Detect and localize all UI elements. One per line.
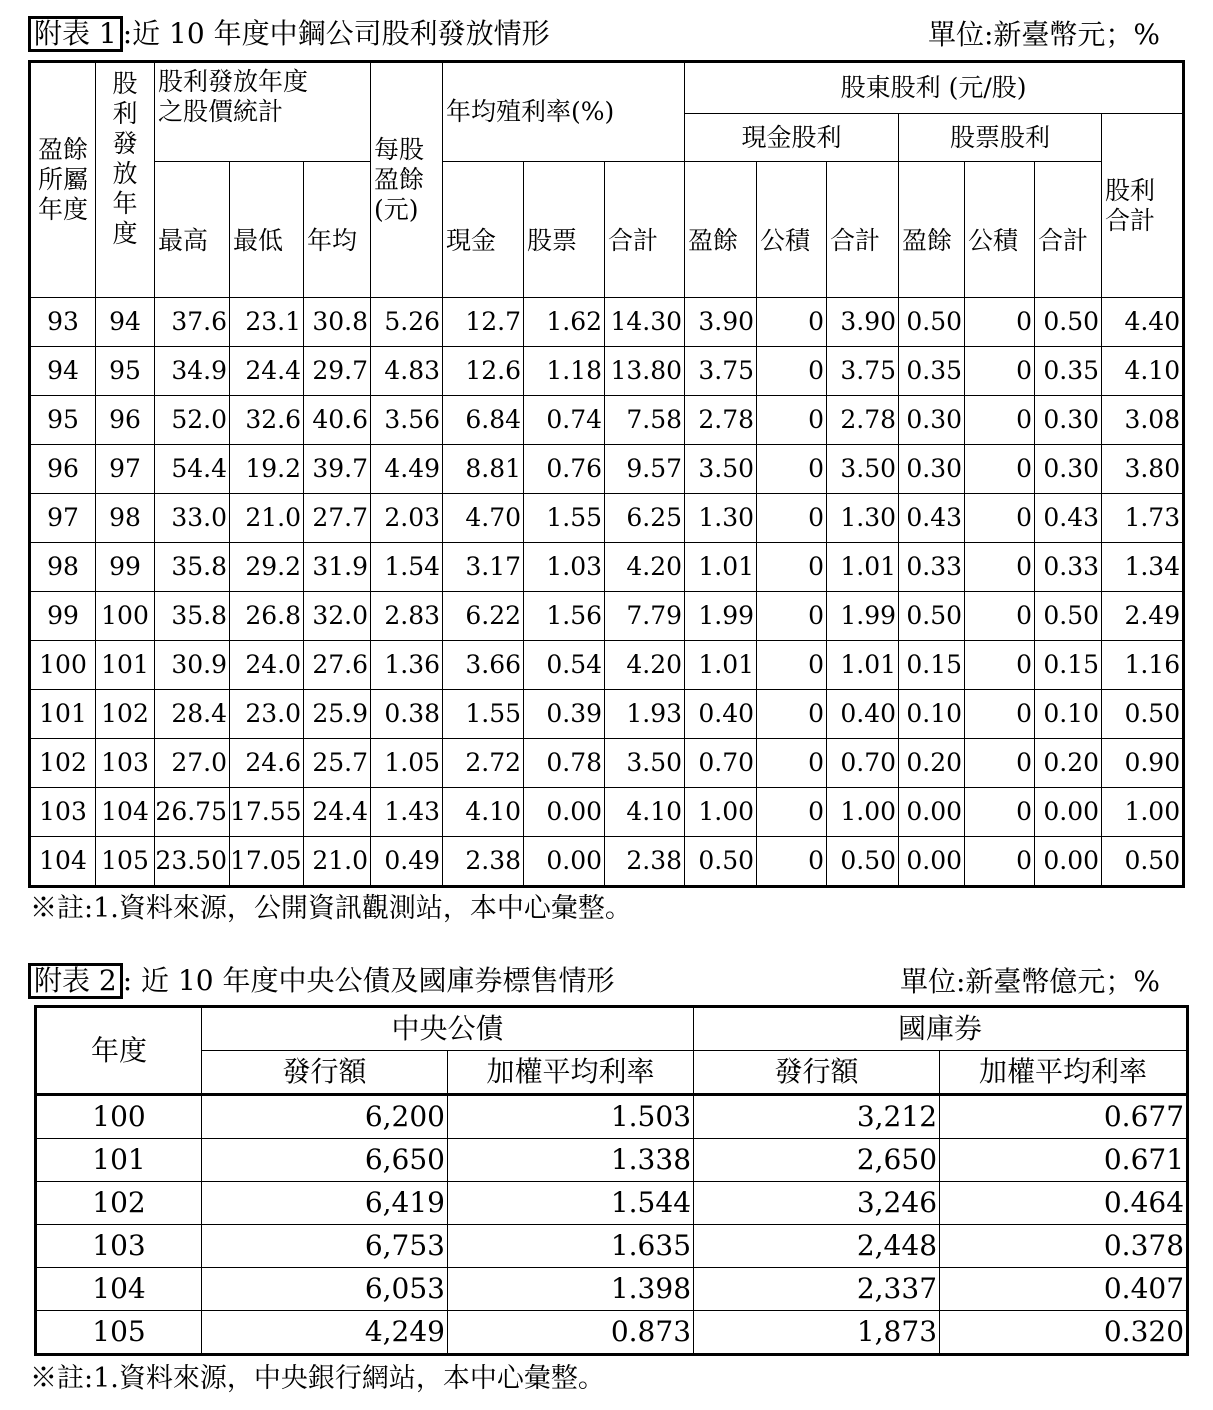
table-cell: 31.9	[304, 543, 371, 592]
table-cell: 0	[965, 641, 1035, 690]
table-cell: 28.4	[155, 690, 230, 739]
table-row	[36, 1095, 1188, 1139]
header-bills-rate: 加權平均利率	[940, 1051, 1188, 1095]
table-cell: 1.62	[524, 298, 605, 347]
table-row	[30, 690, 1184, 739]
table-row	[30, 347, 1184, 396]
table-cell: 26.8	[230, 592, 304, 641]
table-cell: 1.99	[827, 592, 899, 641]
header-stock-subtotal: 合計	[1035, 162, 1102, 298]
table-row	[30, 641, 1184, 690]
table-cell: 1.54	[371, 543, 443, 592]
table-cell: 0.10	[899, 690, 965, 739]
table-row	[36, 1182, 1188, 1225]
table-cell: 17.55	[230, 788, 304, 837]
table2-title: : 近 10 年度中央公債及國庫券標售情形	[122, 964, 615, 997]
table-cell: 12.6	[443, 347, 524, 396]
header-bills-issue: 發行額	[694, 1051, 940, 1095]
table-cell: 29.7	[304, 347, 371, 396]
table-cell: 2.78	[827, 396, 899, 445]
table-cell: 1.18	[524, 347, 605, 396]
table-cell: 1.01	[827, 641, 899, 690]
table-cell: 0.70	[685, 739, 757, 788]
table-cell: 3.90	[827, 298, 899, 347]
table-cell: 1.398	[448, 1268, 694, 1311]
table-cell: 1.93	[605, 690, 685, 739]
table-cell: 0.677	[940, 1095, 1188, 1139]
table-cell: 102	[96, 690, 155, 739]
table-cell: 101	[36, 1139, 202, 1182]
table-cell: 2.03	[371, 494, 443, 543]
table-cell: 0.90	[1102, 739, 1184, 788]
table-cell: 52.0	[155, 396, 230, 445]
table-cell: 1.635	[448, 1225, 694, 1268]
table-cell: 1.73	[1102, 494, 1184, 543]
table-cell: 1,873	[694, 1311, 940, 1355]
header-cash-dividend: 現金股利	[685, 114, 899, 162]
table-cell: 30.9	[155, 641, 230, 690]
table-cell: 103	[96, 739, 155, 788]
table-row	[30, 837, 1184, 887]
table-cell: 2.72	[443, 739, 524, 788]
table-cell: 0.30	[1035, 445, 1102, 494]
table-cell: 99	[30, 592, 96, 641]
table-cell: 2,337	[694, 1268, 940, 1311]
table-cell: 0	[757, 298, 827, 347]
header-year: 年度	[36, 1007, 202, 1095]
table-cell: 0.30	[899, 396, 965, 445]
table-cell: 21.0	[304, 837, 371, 887]
table-row	[36, 1225, 1188, 1268]
table-cell: 6,650	[202, 1139, 448, 1182]
table-cell: 1.01	[685, 641, 757, 690]
table-cell: 2.38	[605, 837, 685, 887]
table-cell: 0.378	[940, 1225, 1188, 1268]
table-cell: 54.4	[155, 445, 230, 494]
table-cell: 94	[96, 298, 155, 347]
table-cell: 0.40	[685, 690, 757, 739]
table-cell: 24.4	[304, 788, 371, 837]
table-cell: 32.0	[304, 592, 371, 641]
table-cell: 4,249	[202, 1311, 448, 1355]
table-cell: 5.26	[371, 298, 443, 347]
table-cell: 6.25	[605, 494, 685, 543]
table-cell: 3,246	[694, 1182, 940, 1225]
table-cell: 0.00	[899, 837, 965, 887]
bond-auction-table	[34, 1005, 1189, 1356]
table-cell: 35.8	[155, 592, 230, 641]
header-yield-stock: 股票	[524, 162, 605, 298]
table-cell: 0.54	[524, 641, 605, 690]
table-cell: 1.01	[685, 543, 757, 592]
table-cell: 96	[30, 445, 96, 494]
header-stock-reserve: 公積	[965, 162, 1035, 298]
table-cell: 2,448	[694, 1225, 940, 1268]
header-dividend-total: 股利 合計	[1102, 114, 1184, 298]
table-cell: 14.30	[605, 298, 685, 347]
table-cell: 1.56	[524, 592, 605, 641]
table-cell: 24.4	[230, 347, 304, 396]
header-price-high: 最高	[155, 162, 230, 298]
table-cell: 0	[965, 494, 1035, 543]
table-cell: 0	[757, 739, 827, 788]
table-cell: 8.81	[443, 445, 524, 494]
table-cell: 0.50	[899, 298, 965, 347]
table-cell: 94	[30, 347, 96, 396]
table1-tag: 附表 1	[28, 16, 123, 52]
table-cell: 95	[96, 347, 155, 396]
table-cell: 1.34	[1102, 543, 1184, 592]
table-cell: 0.78	[524, 739, 605, 788]
table-cell: 99	[96, 543, 155, 592]
table-cell: 3.75	[827, 347, 899, 396]
table-cell: 3.90	[685, 298, 757, 347]
table-cell: 93	[30, 298, 96, 347]
table-cell: 27.0	[155, 739, 230, 788]
table-cell: 0.35	[1035, 347, 1102, 396]
table-cell: 0	[757, 592, 827, 641]
table-cell: 0.00	[1035, 788, 1102, 837]
table-row	[36, 1139, 1188, 1182]
table-cell: 104	[96, 788, 155, 837]
table-cell: 0.15	[899, 641, 965, 690]
table-cell: 1.55	[524, 494, 605, 543]
table-cell: 101	[96, 641, 155, 690]
table-cell: 0.407	[940, 1268, 1188, 1311]
table-row	[30, 788, 1184, 837]
header-yield: 年均殖利率(%)	[443, 62, 685, 162]
table-cell: 0.35	[899, 347, 965, 396]
table-cell: 2.38	[443, 837, 524, 887]
table-cell: 103	[36, 1225, 202, 1268]
table-cell: 39.7	[304, 445, 371, 494]
table-cell: 2.49	[1102, 592, 1184, 641]
dividend-table-body	[30, 298, 1184, 887]
table-cell: 27.6	[304, 641, 371, 690]
header-treasury-bills: 國庫券	[694, 1007, 1188, 1051]
table-cell: 105	[96, 837, 155, 887]
header-dividend: 股東股利 (元/股)	[685, 62, 1184, 114]
table-cell: 7.79	[605, 592, 685, 641]
table-cell: 23.50	[155, 837, 230, 887]
table-cell: 25.7	[304, 739, 371, 788]
table-cell: 3.66	[443, 641, 524, 690]
table-cell: 1.03	[524, 543, 605, 592]
table-cell: 0	[965, 690, 1035, 739]
table-cell: 3.50	[685, 445, 757, 494]
header-stock-earnings: 盈餘	[899, 162, 965, 298]
table-cell: 1.00	[827, 788, 899, 837]
table-cell: 0.00	[899, 788, 965, 837]
table-cell: 1.36	[371, 641, 443, 690]
table-cell: 104	[36, 1268, 202, 1311]
table-cell: 0.74	[524, 396, 605, 445]
table-cell: 4.10	[605, 788, 685, 837]
table-cell: 23.0	[230, 690, 304, 739]
table-cell: 30.8	[304, 298, 371, 347]
table-cell: 3,212	[694, 1095, 940, 1139]
table-cell: 0.30	[1035, 396, 1102, 445]
header-stock-dividend: 股票股利	[899, 114, 1102, 162]
table-cell: 0.33	[1035, 543, 1102, 592]
table-cell: 33.0	[155, 494, 230, 543]
table-cell: 0	[965, 543, 1035, 592]
table-cell: 1.503	[448, 1095, 694, 1139]
table-cell: 0.15	[1035, 641, 1102, 690]
table-cell: 4.10	[443, 788, 524, 837]
table-row	[30, 298, 1184, 347]
table-cell: 13.80	[605, 347, 685, 396]
table-cell: 0.30	[899, 445, 965, 494]
table-cell: 97	[96, 445, 155, 494]
table1-unit: 單位:新臺幣元；%	[927, 18, 1160, 51]
table-row	[30, 494, 1184, 543]
table-cell: 3.80	[1102, 445, 1184, 494]
table-cell: 17.05	[230, 837, 304, 887]
table1-title: :近 10 年度中鋼公司股利發放情形	[122, 17, 550, 50]
table-cell: 0.320	[940, 1311, 1188, 1355]
table-cell: 7.58	[605, 396, 685, 445]
table-cell: 0.20	[899, 739, 965, 788]
header-cash-subtotal: 合計	[827, 162, 899, 298]
header-dividend-year: 股 利 發 放 年 度	[96, 62, 155, 298]
table-row	[30, 543, 1184, 592]
table-cell: 24.0	[230, 641, 304, 690]
table-cell: 6.22	[443, 592, 524, 641]
table1-note: ※註:1.資料來源，公開資訊觀測站，本中心彙整。	[30, 893, 632, 924]
table-cell: 1.16	[1102, 641, 1184, 690]
table-cell: 3.50	[605, 739, 685, 788]
header-yield-total: 合計	[605, 162, 685, 298]
table-cell: 102	[30, 739, 96, 788]
table-cell: 2.78	[685, 396, 757, 445]
table-cell: 0	[757, 445, 827, 494]
header-bonds-issue: 發行額	[202, 1051, 448, 1095]
table-cell: 0.43	[899, 494, 965, 543]
table-cell: 21.0	[230, 494, 304, 543]
table-cell: 96	[96, 396, 155, 445]
table-cell: 1.55	[443, 690, 524, 739]
table-cell: 34.9	[155, 347, 230, 396]
table-cell: 0.70	[827, 739, 899, 788]
table-cell: 0	[757, 837, 827, 887]
table-cell: 4.83	[371, 347, 443, 396]
table-cell: 0.50	[1102, 690, 1184, 739]
table-cell: 0	[757, 396, 827, 445]
table-cell: 0	[757, 641, 827, 690]
table-cell: 1.544	[448, 1182, 694, 1225]
table-cell: 3.17	[443, 543, 524, 592]
table-cell: 0.39	[524, 690, 605, 739]
table-cell: 37.6	[155, 298, 230, 347]
table-cell: 0.50	[1102, 837, 1184, 887]
table-cell: 3.08	[1102, 396, 1184, 445]
table-cell: 6,753	[202, 1225, 448, 1268]
table-cell: 23.1	[230, 298, 304, 347]
table-cell: 95	[30, 396, 96, 445]
table2-unit: 單位:新臺幣億元；%	[899, 965, 1160, 998]
table-cell: 0.10	[1035, 690, 1102, 739]
table-cell: 0.00	[524, 837, 605, 887]
table-cell: 6,200	[202, 1095, 448, 1139]
table-cell: 24.6	[230, 739, 304, 788]
table-cell: 27.7	[304, 494, 371, 543]
table-cell: 0.76	[524, 445, 605, 494]
table-cell: 0.50	[1035, 298, 1102, 347]
table-cell: 32.6	[230, 396, 304, 445]
header-eps: 每股 盈餘 (元)	[371, 62, 443, 298]
table-cell: 97	[30, 494, 96, 543]
table-cell: 1.338	[448, 1139, 694, 1182]
table-row	[30, 739, 1184, 788]
table-cell: 0.43	[1035, 494, 1102, 543]
table-cell: 102	[36, 1182, 202, 1225]
table-cell: 4.49	[371, 445, 443, 494]
table-cell: 0	[757, 690, 827, 739]
table-cell: 0.33	[899, 543, 965, 592]
table-cell: 105	[36, 1311, 202, 1355]
table-cell: 98	[96, 494, 155, 543]
table-cell: 0.464	[940, 1182, 1188, 1225]
table2-note: ※註:1.資料來源，中央銀行網站，本中心彙整。	[30, 1363, 605, 1394]
header-price-stats: 股利發放年度 之股價統計	[155, 62, 371, 162]
table-cell: 0	[965, 396, 1035, 445]
table-cell: 0	[965, 837, 1035, 887]
table-cell: 1.00	[1102, 788, 1184, 837]
dividend-table	[28, 60, 1185, 888]
table-cell: 2,650	[694, 1139, 940, 1182]
table2-title-row	[28, 963, 1178, 1001]
table-cell: 0	[757, 788, 827, 837]
header-central-bonds: 中央公債	[202, 1007, 694, 1051]
header-price-low: 最低	[230, 162, 304, 298]
table-cell: 104	[30, 837, 96, 887]
table-cell: 0.49	[371, 837, 443, 887]
table-cell: 0	[757, 543, 827, 592]
header-bonds-rate: 加權平均利率	[448, 1051, 694, 1095]
table-cell: 100	[36, 1095, 202, 1139]
table-cell: 0.00	[1035, 837, 1102, 887]
table-cell: 0.50	[899, 592, 965, 641]
table-cell: 0	[965, 347, 1035, 396]
table-cell: 25.9	[304, 690, 371, 739]
table-cell: 1.01	[827, 543, 899, 592]
table-cell: 0.873	[448, 1311, 694, 1355]
table-cell: 4.10	[1102, 347, 1184, 396]
table-cell: 100	[30, 641, 96, 690]
table-cell: 0	[965, 298, 1035, 347]
table-cell: 6,053	[202, 1268, 448, 1311]
table-cell: 9.57	[605, 445, 685, 494]
table-cell: 100	[96, 592, 155, 641]
table-cell: 0.671	[940, 1139, 1188, 1182]
table-cell: 0	[757, 347, 827, 396]
table-cell: 6.84	[443, 396, 524, 445]
table-cell: 103	[30, 788, 96, 837]
table-cell: 29.2	[230, 543, 304, 592]
header-price-avg: 年均	[304, 162, 371, 298]
table-cell: 0	[965, 739, 1035, 788]
table-cell: 0.40	[827, 690, 899, 739]
table-cell: 0.50	[685, 837, 757, 887]
bond-auction-table-body	[36, 1095, 1188, 1355]
table-cell: 0	[757, 494, 827, 543]
table-cell: 1.30	[685, 494, 757, 543]
table2-tag: 附表 2	[28, 963, 123, 999]
table-cell: 6,419	[202, 1182, 448, 1225]
table-cell: 1.00	[685, 788, 757, 837]
table-cell: 4.40	[1102, 298, 1184, 347]
table-cell: 2.83	[371, 592, 443, 641]
table-cell: 0.20	[1035, 739, 1102, 788]
table-cell: 0.38	[371, 690, 443, 739]
table-cell: 12.7	[443, 298, 524, 347]
table-cell: 0.00	[524, 788, 605, 837]
table-cell: 3.56	[371, 396, 443, 445]
table1-title-row	[28, 16, 1178, 54]
table-row	[30, 592, 1184, 641]
table-cell: 0	[965, 592, 1035, 641]
table-cell: 0	[965, 445, 1035, 494]
table-cell: 101	[30, 690, 96, 739]
table-cell: 19.2	[230, 445, 304, 494]
header-cash-reserve: 公積	[757, 162, 827, 298]
header-cash-earnings: 盈餘	[685, 162, 757, 298]
table-row	[36, 1268, 1188, 1311]
table-row	[30, 396, 1184, 445]
table-cell: 1.43	[371, 788, 443, 837]
table-cell: 1.99	[685, 592, 757, 641]
table-cell: 0	[965, 788, 1035, 837]
table-cell: 3.75	[685, 347, 757, 396]
table-cell: 0.50	[1035, 592, 1102, 641]
table-cell: 26.75	[155, 788, 230, 837]
table-row	[30, 445, 1184, 494]
header-earnings-year: 盈餘 所屬 年度	[30, 62, 96, 298]
table-cell: 98	[30, 543, 96, 592]
table-cell: 40.6	[304, 396, 371, 445]
header-yield-cash: 現金	[443, 162, 524, 298]
table-cell: 3.50	[827, 445, 899, 494]
table-cell: 35.8	[155, 543, 230, 592]
table-cell: 1.30	[827, 494, 899, 543]
table-cell: 0.50	[827, 837, 899, 887]
table-cell: 4.20	[605, 543, 685, 592]
table-cell: 1.05	[371, 739, 443, 788]
table-cell: 4.70	[443, 494, 524, 543]
table-row	[36, 1311, 1188, 1355]
table-cell: 4.20	[605, 641, 685, 690]
